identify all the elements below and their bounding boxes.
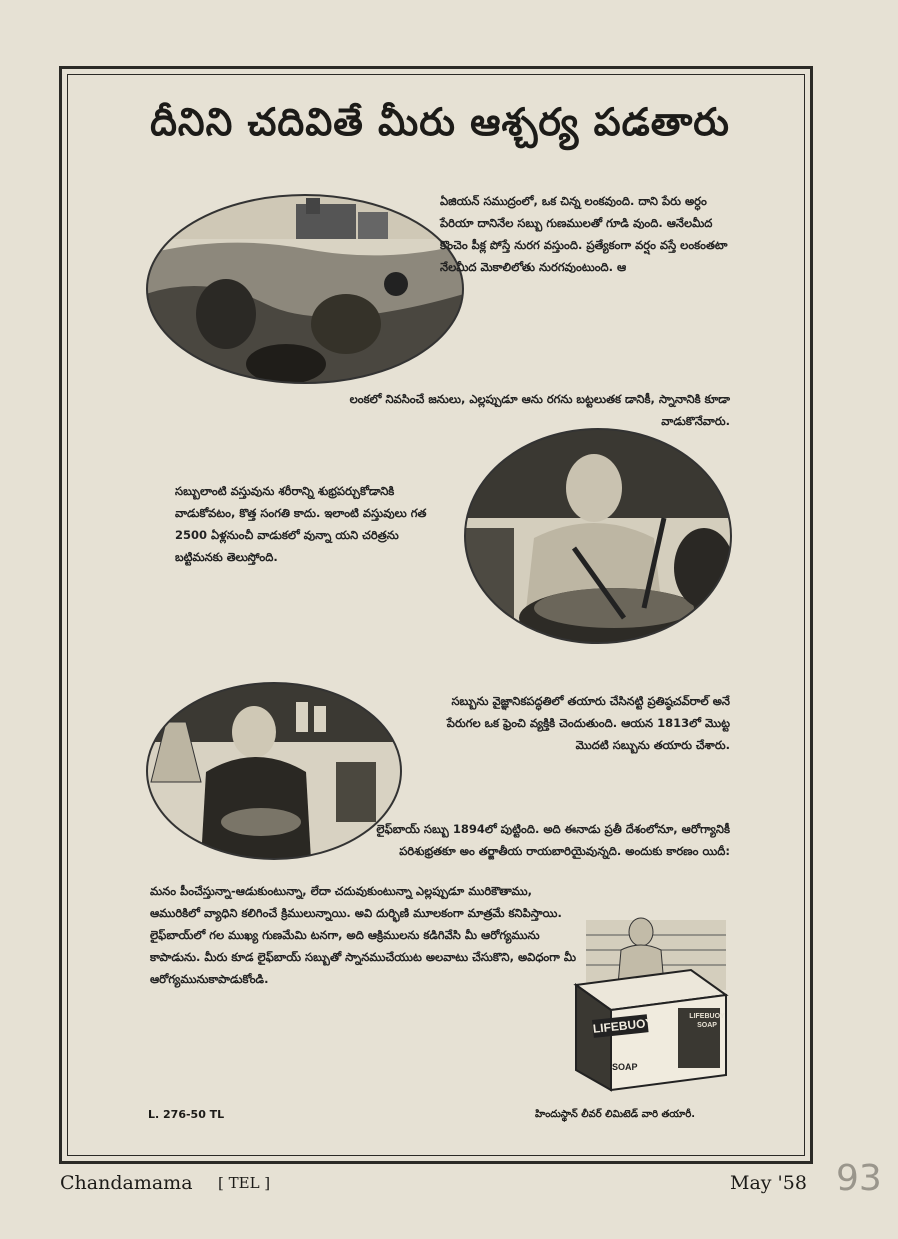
soap-box-label: SOAP <box>612 1062 638 1072</box>
island-illustration <box>146 194 464 384</box>
lifebuoy-soap-box <box>566 910 736 1100</box>
page-number: 93 <box>836 1158 882 1199</box>
soap-maker-illustration <box>464 428 732 644</box>
paragraph-lifebuoy-origin: లైఫ్‌బాయ్ సబ్బు 1894లో పుట్టింది. అది ఈనాడు ప్రతీ దేశంలోనూ, ఆరోగ్యానికీ పరిశుభ్రతకూ అం తర్జాతీయ రాయబారియైవున్నది. అందుకు కారణం యిదీ: <box>376 822 730 858</box>
soap-box-brand: LIFEBUOY <box>592 1015 655 1036</box>
paragraph-inventor: సబ్బును వైజ్ఞానికపద్ధతిలో తయారు చేసినట్టి ప్రతిష్ఠచవ్‌రాల్ అనే పేరుగల ఒక ఫ్రెంచి వ్యక్తికి చెందుతుంది. ఆయన 1813లో మొట్ట మొదటి సబ్బును తయారు చేశారు. <box>446 694 730 752</box>
paragraph-history: సబ్బులాంటి వస్తువును శరీరాన్ని శుభ్రపర్చుకోడానికి వాడుకోవటం, కొత్త సంగతి కాదు. ఇలాంటి వస్తువులు గత 2500 ఏళ్లనుంచీ వాడుకలో వున్నా యని చరిత్రను బట్టిమనకు తెలుస్తోంది. <box>175 484 427 564</box>
manufacturer-credit: హిందుస్థాన్ లీవర్ లిమిటెడ్ వారి తయారీ. <box>535 1109 696 1120</box>
paragraph-health: మనం పీంచేస్తున్నా-ఆడుకుంటున్నా, లేదా చదువుకుంటున్నా ఎల్లప్పుడూ మురికౌతాము, ఆమురికిలో వ్యాధిని కలిగించే క్రిములున్నాయి. అవి దుర్భిణి మూలకంగా మాత్రమే కనిపిస్తాయి. లైఫ్‌బాయ్‌లో గల ముఖ్య గుణమేమి టనగా, అది ఆక్రిములను కడిగివేసి మీ ఆరోగ్యమును కాపాడును. మీరు కూడ లైఫ్‌బాయ్ సబ్బుతో స్నానముచేయుట అలవాటు చేసుకొని, అవిధంగా మీ ఆరోగ్యమునుకాపాడుకోండి. <box>150 884 577 986</box>
paragraph-island: ఏజియన్ సముద్రంలో, ఒక చిన్న లంకవుంది. దాని పేరు అర్ధం పేరియా దానినేల సబ్బు గుణములతో గూడి వుంది. ఆనేలమీద కొంచెం పీక్ల పోస్తే నురగ వస్తుంది. ప్రత్యేకంగా వర్షం వస్తే లంకంతటా నేలమీద మెకాలిలోతు నురగవుంటుంది. ఆ <box>440 194 728 274</box>
headline: దీనిని చదివితే మీరు ఆశ్చర్య పడతారు <box>150 100 730 144</box>
paragraph-island-cont: లంకలో నివసించే జనులు, ఎల్లప్పుడూ ఆను రగను బట్టలుతక డానికీ, స్నానానికి కూడా వాడుకొనేవారు. <box>349 392 730 428</box>
ad-code: L. 276-50 TL <box>148 1108 225 1121</box>
magazine-name: Chandamama <box>60 1172 193 1194</box>
language-tag: [ TEL ] <box>218 1174 271 1192</box>
soap-box-side-text: LIFEBUOY SOAP <box>689 1013 725 1029</box>
issue-date: May '58 <box>730 1172 807 1194</box>
